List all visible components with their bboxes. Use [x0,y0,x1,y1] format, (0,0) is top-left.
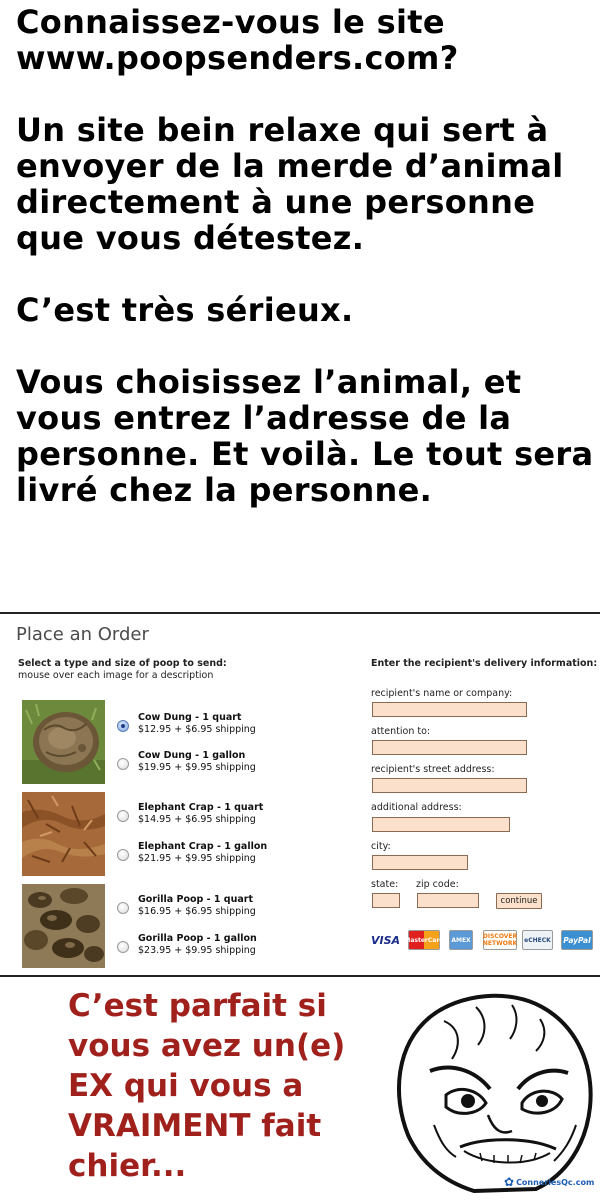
option-price: $14.95 + $6.95 shipping [138,814,256,825]
caption-paragraph-3: C’est très sérieux. [16,291,354,329]
caption-paragraph-2: Un site bein relaxe qui sert à envoyer de la merde d’animal directement à une personne que vous détestez. [16,111,564,257]
watermark-text: ConneriesQc.com [516,1177,595,1187]
attention-input[interactable] [372,740,527,755]
attention-label: attention to: [371,726,431,737]
street-address-input[interactable] [372,778,527,793]
bottom-caption [68,986,388,1186]
select-heading: Select a type and size of poop to send: [18,658,227,669]
name-label: recipient's name or company: [371,688,513,699]
watermark [504,1170,596,1194]
order-title: Place an Order [16,624,149,645]
select-instructions [18,658,227,682]
paypal-logo: PayPal [561,930,593,950]
discover-network: NETWORK [482,940,518,947]
bottom-line-3: EX qui vous a [68,1068,304,1104]
bottom-line-1: C’est parfait si [68,988,327,1024]
bottom-line-4: VRAIMENT fait [68,1108,322,1144]
option-name: Gorilla Poop - 1 gallon [138,933,257,944]
bottom-divider [0,975,600,977]
recipient-name-input[interactable] [372,702,527,717]
bottom-line-5: chier... [68,1148,187,1184]
radio-gorilla-poop-quart[interactable] [117,902,129,914]
gorilla-poop-picture [22,884,105,968]
street-label: recipient's street address: [371,764,495,775]
rage-face-icon [390,985,598,1195]
option-name: Elephant Crap - 1 gallon [138,841,268,852]
zip-label: zip code: [416,879,459,890]
option-price: $23.95 + $9.95 shipping [138,945,256,956]
discover-word-b: OVER [498,933,518,940]
option-price: $12.95 + $6.95 shipping [138,724,256,735]
elephant-crap-picture [22,792,105,876]
caption-paragraph-4: Vous choisissez l’animal, et vous entrez l’adresse de la personne. Et voilà. Le tout sera livré chez la personne. [16,363,594,509]
option-name: Cow Dung - 1 gallon [138,750,246,761]
radio-elephant-crap-quart[interactable] [117,810,129,822]
bottom-line-2: vous avez un(e) [68,1028,346,1064]
continue-button[interactable]: continue [496,893,542,909]
option-name: Cow Dung - 1 quart [138,712,242,723]
option-name: Elephant Crap - 1 quart [138,802,264,813]
zip-input[interactable] [417,893,479,908]
cow-dung-picture [22,700,105,784]
payment-methods [371,930,597,950]
elephant-crap-image[interactable] [22,792,105,876]
top-caption [16,4,596,508]
radio-cow-dung-gallon[interactable] [117,758,129,770]
visa-logo: VISA [371,933,401,947]
order-form [0,614,600,976]
caption-paragraph-1: Connaissez-vous le site www.poopsenders.com? [16,3,459,77]
state-input[interactable] [372,893,400,908]
recipient-heading: Enter the recipient's delivery information: [371,658,598,669]
echeck-logo: eCHECK [522,930,553,950]
radio-cow-dung-quart[interactable] [117,720,129,732]
watermark-icon: ✿ [504,1175,515,1189]
additional-address-input[interactable] [372,817,510,832]
option-price: $19.95 + $9.95 shipping [138,762,256,773]
option-price: $16.95 + $6.95 shipping [138,906,256,917]
city-input[interactable] [372,855,468,870]
select-hint: mouse over each image for a description [18,670,214,681]
radio-gorilla-poop-gallon[interactable] [117,941,129,953]
discover-logo [483,930,517,950]
amex-logo: AMEX [449,930,473,950]
option-name: Gorilla Poop - 1 quart [138,894,253,905]
additional-label: additional address: [371,802,462,813]
gorilla-poop-image[interactable] [22,884,105,968]
radio-elephant-crap-gallon[interactable] [117,849,129,861]
mastercard-logo: MasterCard [408,930,440,950]
option-price: $21.95 + $9.95 shipping [138,853,256,864]
state-label: state: [371,879,399,890]
city-label: city: [371,841,391,852]
discover-word-a: DISC [482,933,499,940]
cow-dung-image[interactable] [22,700,105,784]
